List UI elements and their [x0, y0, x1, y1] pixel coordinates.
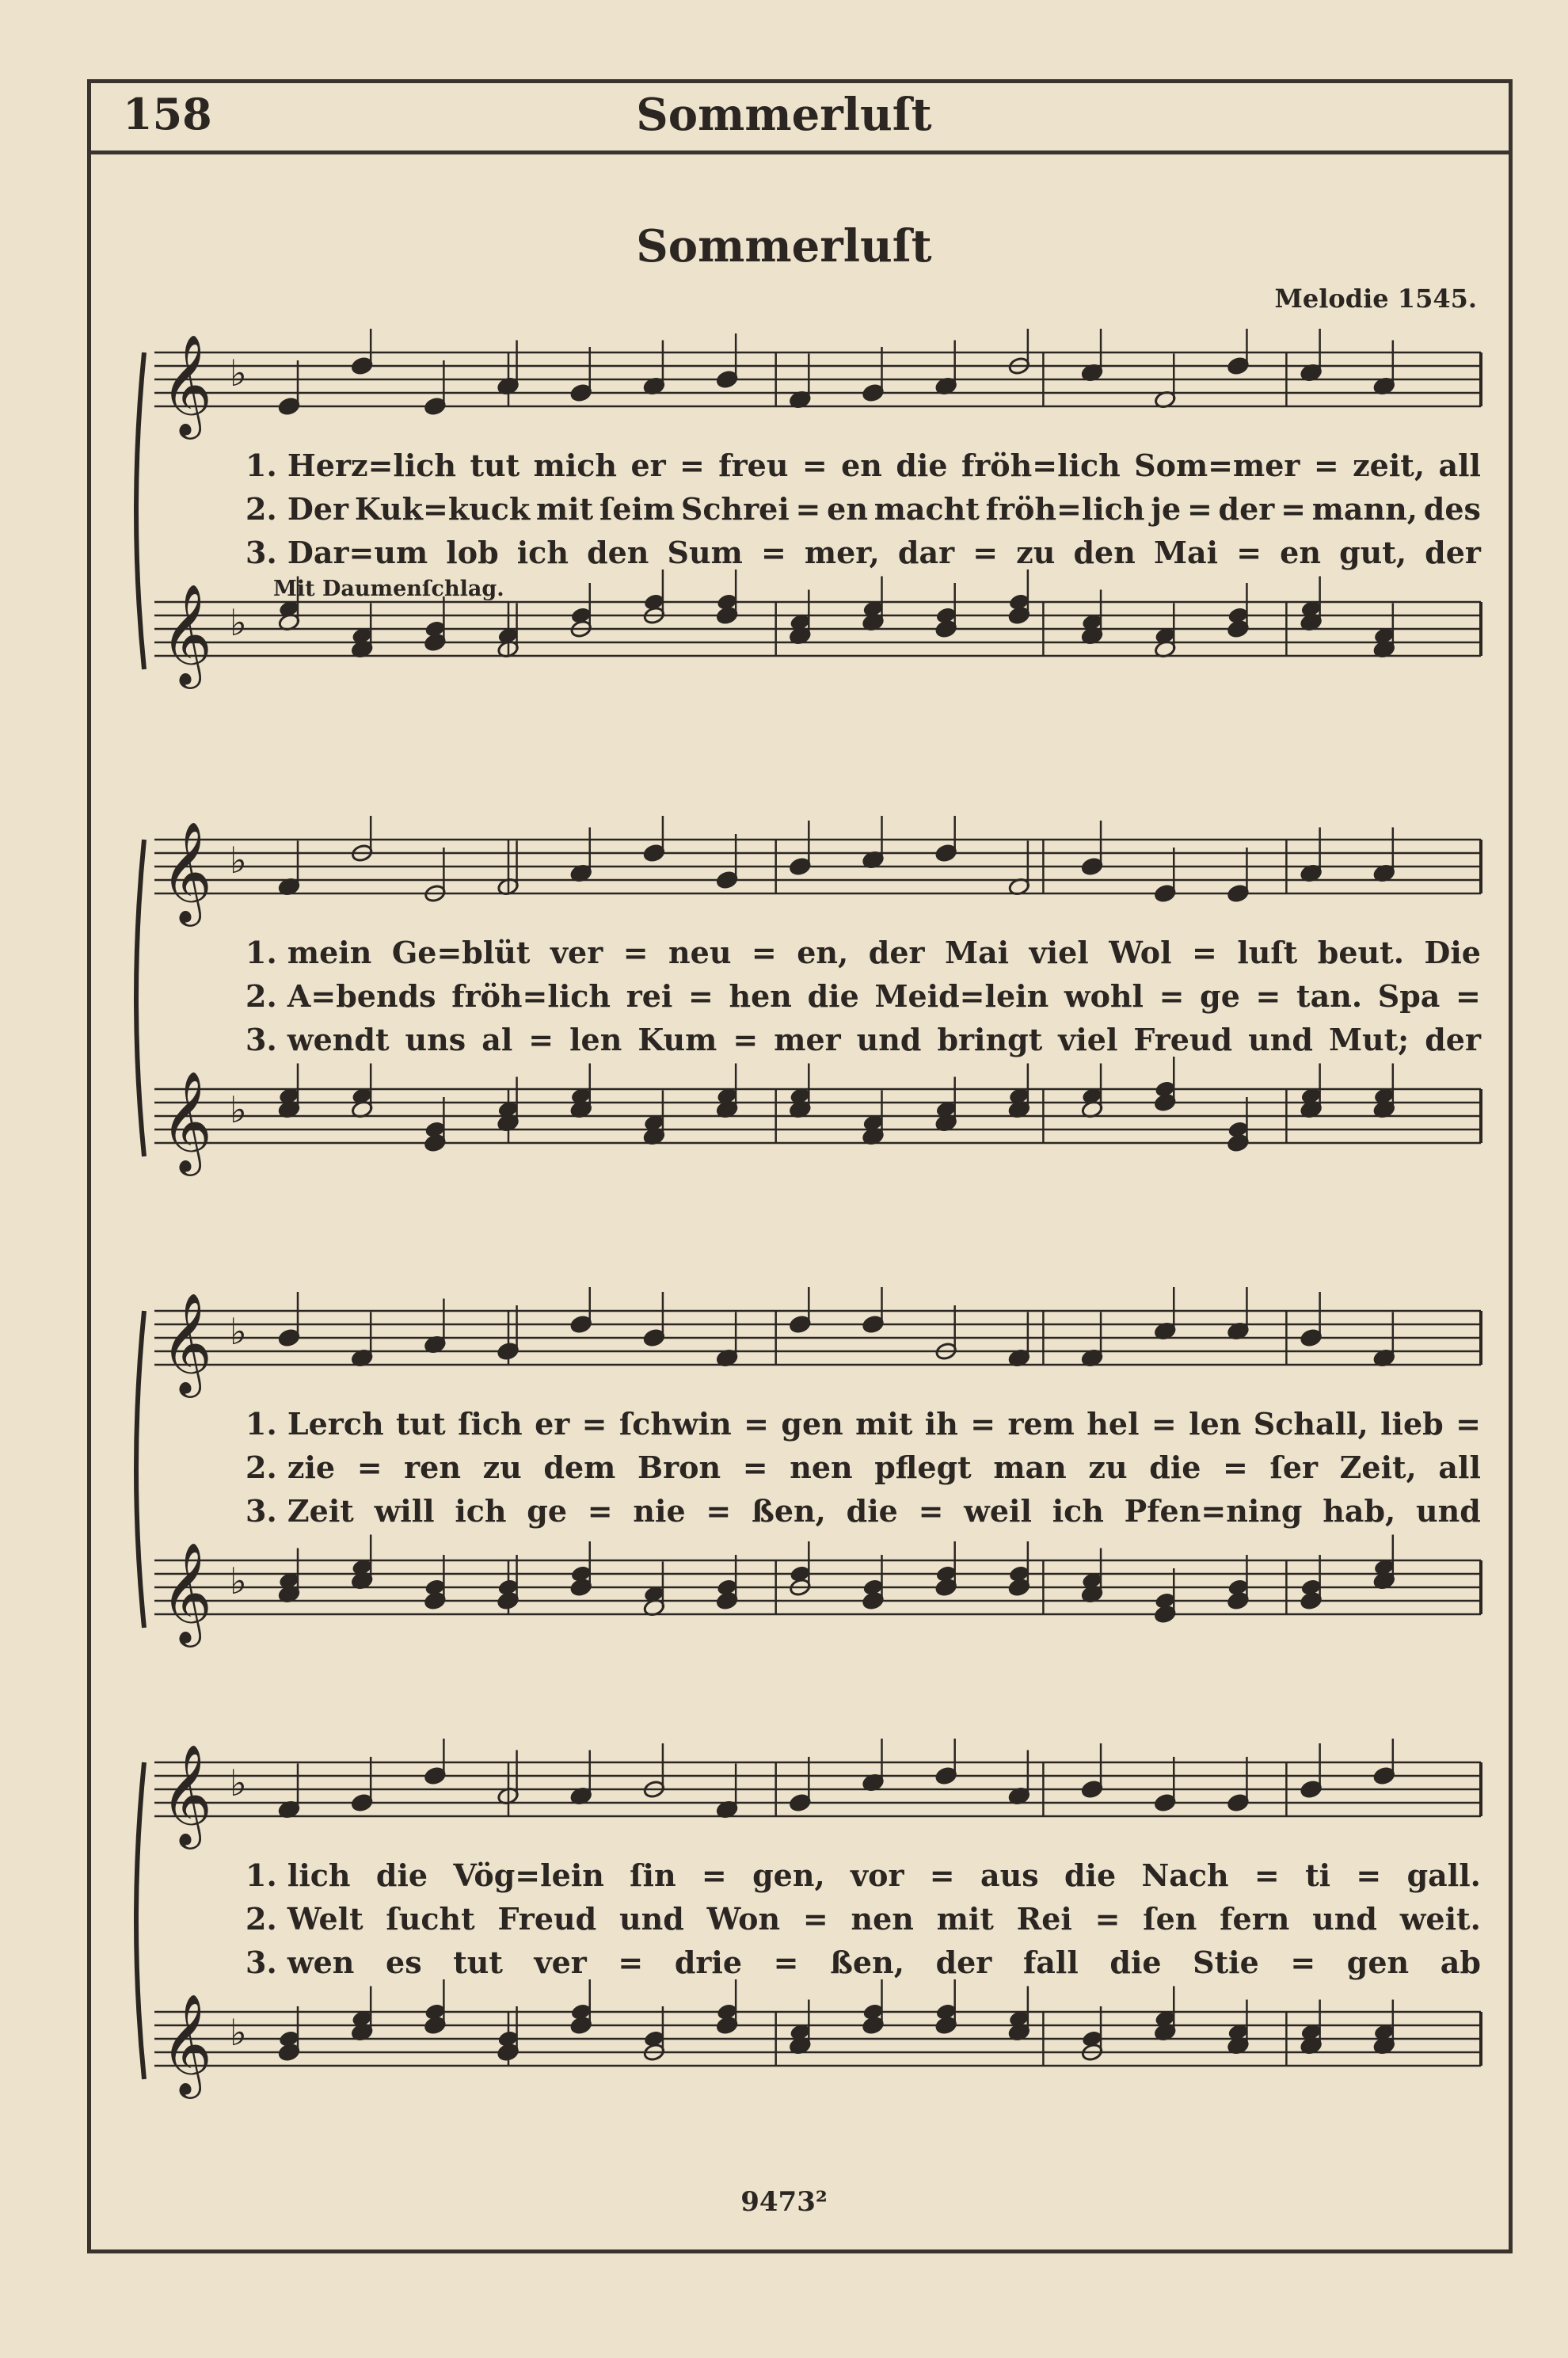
lyric-syllable: =: [1456, 978, 1481, 1014]
lyric-syllable: weil: [964, 1493, 1032, 1529]
lyric-syllable: 3. Zeit: [245, 1493, 354, 1529]
lyric-syllable: will: [374, 1493, 435, 1529]
lyric-syllable: =: [706, 1493, 732, 1529]
lyric-syllable: 2. A=bends: [245, 978, 436, 1014]
lyric-syllable: Schrei: [680, 491, 790, 527]
lyric-syllable: all: [1438, 1449, 1481, 1485]
lyric-line: [245, 535, 1481, 570]
system-brace: [136, 352, 144, 669]
lyric-syllable: bringt: [937, 1022, 1043, 1057]
lyric-syllable: en: [1280, 535, 1321, 570]
lyric-syllable: und: [856, 1022, 922, 1057]
lyric-syllable: zu: [1088, 1449, 1128, 1485]
lyric-syllable: mit: [536, 491, 594, 527]
lyric-syllable: gut,: [1339, 535, 1407, 570]
lyric-syllable: =: [742, 1449, 768, 1485]
lyric-syllable: Kuk=kuck: [354, 491, 531, 527]
lyric-syllable: ſeim: [599, 491, 676, 527]
lyric-syllable: mer,: [804, 535, 880, 570]
plate-number: 9473²: [740, 2186, 828, 2218]
lyric-syllable: dem: [543, 1449, 616, 1485]
melody-note: Melodie 1545.: [1274, 284, 1477, 314]
treble-clef-icon: 𝄞: [161, 1541, 213, 1643]
lyric-syllable: rem: [1007, 1406, 1075, 1442]
lyric-syllable: mer: [774, 1022, 841, 1057]
lyric-syllable: die: [1064, 1857, 1117, 1893]
lyric-syllable: Mut;: [1328, 1022, 1410, 1057]
running-title: Sommerluſt: [636, 89, 932, 141]
lyric-syllable: Mai: [1153, 535, 1219, 570]
treble-clef-icon: 𝄞: [161, 1292, 213, 1393]
lyric-syllable: Pfen=ning: [1124, 1493, 1303, 1529]
lyric-syllable: dar: [897, 535, 955, 570]
lyric-syllable: =: [528, 1022, 554, 1057]
lyric-line: [245, 1857, 1481, 1892]
lyric-syllable: gall.: [1406, 1857, 1481, 1893]
lyric-syllable: 2. Welt: [245, 1901, 363, 1937]
lyric-syllable: gen,: [752, 1857, 825, 1893]
lyric-syllable: der: [868, 935, 925, 970]
flat-sign-icon: ♭: [230, 839, 247, 882]
lyric-syllable: zu: [1016, 535, 1056, 570]
lyric-syllable: Freud: [497, 1901, 597, 1937]
lyric-syllable: =: [751, 935, 777, 970]
lyric-syllable: und: [1312, 1901, 1377, 1937]
lyric-line: [245, 978, 1481, 1013]
lyric-syllable: die: [846, 1493, 898, 1529]
lyric-syllable: hen: [729, 978, 792, 1014]
lyric-syllable: =: [1223, 1449, 1248, 1485]
lyric-syllable: =: [1236, 535, 1262, 570]
lyric-syllable: Spa: [1377, 978, 1441, 1014]
lyric-syllable: Vög=lein: [453, 1857, 604, 1893]
lyric-syllable: ſchwin: [618, 1406, 732, 1442]
lyric-syllable: Wol: [1109, 935, 1172, 970]
lyric-syllable: Sum: [667, 535, 743, 570]
lyric-syllable: =: [1290, 1945, 1316, 1980]
lyric-syllable: die: [375, 1857, 428, 1893]
lyric-syllable: mich: [533, 448, 618, 483]
lyric-syllable: en: [841, 448, 882, 483]
lyric-syllable: mann,: [1311, 491, 1418, 527]
lyric-syllable: die: [1149, 1449, 1201, 1485]
lyric-syllable: 1. Herz=lich: [245, 448, 457, 483]
lyric-syllable: tut: [453, 1945, 503, 1980]
lyric-syllable: und: [618, 1901, 684, 1937]
music-system: [127, 1739, 1489, 2166]
lyric-syllable: Die: [1424, 935, 1481, 970]
lyric-syllable: =: [801, 448, 828, 483]
lyric-syllable: lieb: [1380, 1406, 1444, 1442]
lyric-syllable: ſucht: [386, 1901, 475, 1937]
lyric-syllable: es: [386, 1945, 422, 1980]
lyric-syllable: 2. zie: [245, 1449, 336, 1485]
lyric-syllable: 1. mein: [245, 935, 372, 970]
lyric-syllable: all: [1438, 448, 1481, 483]
music-notation: [127, 329, 1489, 725]
lyric-syllable: ab: [1440, 1945, 1481, 1980]
lyric-syllable: en,: [797, 935, 849, 970]
lyric-syllable: =: [802, 1901, 828, 1937]
lyric-syllable: drie: [674, 1945, 743, 1980]
lyric-syllable: Kum: [637, 1022, 717, 1057]
lyric-syllable: weit.: [1399, 1901, 1481, 1937]
lyric-syllable: =: [795, 491, 821, 527]
lyric-line: [245, 1901, 1481, 1936]
lyric-syllable: ich: [516, 535, 569, 570]
lyric-syllable: je: [1151, 491, 1182, 527]
lyric-syllable: Ge=blüt: [391, 935, 531, 970]
lyric-syllable: ren: [404, 1449, 461, 1485]
lyric-syllable: Som=mer: [1134, 448, 1300, 483]
lyric-syllable: =: [1094, 1901, 1121, 1937]
treble-clef-icon: 𝄞: [161, 1070, 213, 1171]
lyric-syllable: =: [918, 1493, 944, 1529]
lyric-syllable: Nach: [1141, 1857, 1229, 1893]
lyric-syllable: =: [773, 1945, 799, 1980]
lyric-syllable: nie: [633, 1493, 686, 1529]
lyric-syllable: 3. wen: [245, 1945, 355, 1980]
treble-clef-icon: 𝄞: [161, 1993, 213, 2094]
lyric-syllable: =: [929, 1857, 955, 1893]
lyric-syllable: =: [760, 535, 786, 570]
lyric-syllable: Freud: [1133, 1022, 1233, 1057]
lyric-syllable: =: [1186, 491, 1212, 527]
lyric-syllable: =: [688, 978, 714, 1014]
lyric-syllable: der: [935, 1945, 992, 1980]
lyric-syllable: die: [896, 448, 948, 483]
lyric-syllable: =: [744, 1406, 770, 1442]
lyric-syllable: hel: [1087, 1406, 1140, 1442]
lyric-syllable: gen: [1346, 1945, 1410, 1980]
lyric-syllable: Rei: [1016, 1901, 1072, 1937]
lyric-syllable: =: [1255, 978, 1281, 1014]
lyric-syllable: den: [587, 535, 649, 570]
lyric-syllable: und: [1248, 1022, 1313, 1057]
lyric-syllable: fröh=lich: [451, 978, 611, 1014]
lyric-syllable: =: [679, 448, 705, 483]
music-system: [127, 1287, 1489, 1731]
lyric-syllable: rei: [626, 978, 673, 1014]
lyric-syllable: Meid=lein: [874, 978, 1049, 1014]
lyric-syllable: =: [701, 1857, 727, 1893]
lyric-syllable: mit: [855, 1406, 913, 1442]
treble-clef-icon: 𝄞: [161, 1743, 213, 1845]
lyric-syllable: len: [1189, 1406, 1242, 1442]
lyric-syllable: =: [622, 935, 649, 970]
lyric-syllable: den: [1073, 535, 1136, 570]
lyric-syllable: 3. wendt: [245, 1022, 390, 1057]
lyric-syllable: hab,: [1323, 1493, 1396, 1529]
lyric-syllable: =: [1313, 448, 1339, 483]
lyric-line: [245, 491, 1481, 526]
lyric-syllable: tut: [395, 1406, 446, 1442]
treble-clef-icon: 𝄞: [161, 583, 213, 684]
lyric-syllable: der: [1425, 1022, 1481, 1057]
lyric-syllable: vor: [851, 1857, 904, 1893]
lyric-syllable: =: [1151, 1406, 1177, 1442]
music-system: [127, 816, 1489, 1259]
lyric-syllable: gen: [781, 1406, 843, 1442]
lyric-syllable: =: [356, 1449, 382, 1485]
system-brace: [136, 840, 144, 1156]
lyric-syllable: die: [807, 978, 859, 1014]
lyric-syllable: =: [1281, 491, 1306, 527]
lyric-syllable: ih: [924, 1406, 958, 1442]
lyric-line: [245, 1406, 1481, 1441]
lyric-line: [245, 1022, 1481, 1057]
lyric-syllable: al: [481, 1022, 513, 1057]
lyric-syllable: =: [733, 1022, 759, 1057]
lyric-syllable: neu: [668, 935, 732, 970]
lyric-line: [245, 935, 1481, 969]
performance-note: Mit Daumenſchlag.: [273, 577, 504, 601]
lyric-syllable: fröh=lich: [961, 448, 1121, 483]
lyric-syllable: der: [1425, 535, 1481, 570]
lyric-syllable: =: [618, 1945, 644, 1980]
lyric-syllable: ti: [1305, 1857, 1331, 1893]
lyric-syllable: ſen: [1143, 1901, 1197, 1937]
lyric-line: [245, 1945, 1481, 1979]
lyric-syllable: ich: [455, 1493, 507, 1529]
flat-sign-icon: ♭: [230, 601, 247, 644]
lyric-line: [245, 1493, 1481, 1528]
lyric-syllable: len: [569, 1022, 622, 1057]
lyric-syllable: ſin: [630, 1857, 676, 1893]
lyric-syllable: ge: [1200, 978, 1240, 1014]
lyric-syllable: =: [970, 1406, 996, 1442]
lyric-syllable: nen: [790, 1449, 853, 1485]
lyric-syllable: aus: [980, 1857, 1039, 1893]
lyric-syllable: freu: [718, 448, 789, 483]
lyric-syllable: Schall,: [1253, 1406, 1368, 1442]
lyric-syllable: beut.: [1317, 935, 1404, 970]
lyric-syllable: tut: [470, 448, 520, 483]
lyric-syllable: 2. Der: [245, 491, 349, 527]
lyric-syllable: 1. Lerch: [245, 1406, 384, 1442]
lyric-syllable: =: [1356, 1857, 1382, 1893]
lyric-syllable: ich: [1052, 1493, 1104, 1529]
flat-sign-icon: ♭: [230, 1560, 247, 1602]
lyric-syllable: ſich: [458, 1406, 523, 1442]
lyric-syllable: =: [1254, 1857, 1280, 1893]
lyric-syllable: Bron: [637, 1449, 721, 1485]
lyric-syllable: =: [1192, 935, 1217, 970]
lyric-line: [245, 448, 1481, 482]
lyric-syllable: man: [993, 1449, 1067, 1485]
flat-sign-icon: ♭: [230, 1762, 247, 1804]
lyric-syllable: macht: [873, 491, 980, 527]
lyric-syllable: =: [581, 1406, 607, 1442]
lyric-syllable: =: [1159, 978, 1185, 1014]
lyric-syllable: ßen,: [830, 1945, 904, 1980]
lyric-syllable: zeit,: [1353, 448, 1425, 483]
lyric-syllable: lob: [446, 535, 499, 570]
page-number: 158: [123, 89, 212, 139]
lyric-syllable: fröh=lich: [985, 491, 1145, 527]
lyric-syllable: 3. Dar=um: [245, 535, 428, 570]
lyric-syllable: =: [1456, 1406, 1481, 1442]
lyric-syllable: ver: [550, 935, 603, 970]
song-title: Sommerluſt: [636, 220, 932, 272]
lyric-syllable: =: [587, 1493, 613, 1529]
treble-clef-icon: 𝄞: [161, 333, 213, 435]
lyric-line: [245, 1449, 1481, 1484]
lyric-syllable: des: [1423, 491, 1481, 527]
lyric-syllable: 1. lich: [245, 1857, 351, 1893]
lyric-syllable: fern: [1220, 1901, 1290, 1937]
music-system: [127, 329, 1489, 725]
lyric-syllable: und: [1416, 1493, 1481, 1529]
lyric-syllable: fall: [1022, 1945, 1079, 1980]
flat-sign-icon: ♭: [230, 1310, 247, 1353]
lyric-syllable: luſt: [1237, 935, 1298, 970]
lyric-syllable: ver: [534, 1945, 587, 1980]
lyric-syllable: Mai: [945, 935, 1010, 970]
lyric-syllable: Stie: [1193, 1945, 1259, 1980]
lyric-syllable: er: [535, 1406, 570, 1442]
system-brace: [136, 1762, 144, 2079]
lyric-syllable: mit: [936, 1901, 994, 1937]
lyric-syllable: en: [827, 491, 868, 527]
lyric-syllable: pflegt: [874, 1449, 972, 1485]
lyric-syllable: zu: [482, 1449, 522, 1485]
flat-sign-icon: ♭: [230, 352, 247, 394]
lyric-syllable: er: [630, 448, 666, 483]
lyric-syllable: wohl: [1064, 978, 1144, 1014]
lyric-syllable: ßen,: [751, 1493, 826, 1529]
lyric-syllable: ſer: [1269, 1449, 1319, 1485]
lyric-syllable: viel: [1058, 1022, 1118, 1057]
lyric-syllable: =: [972, 535, 999, 570]
lyric-syllable: viel: [1029, 935, 1089, 970]
lyric-syllable: Won: [706, 1901, 781, 1937]
lyric-syllable: uns: [405, 1022, 466, 1057]
lyric-syllable: tan.: [1296, 978, 1363, 1014]
lyric-syllable: der: [1218, 491, 1275, 527]
lyric-syllable: die: [1109, 1945, 1162, 1980]
flat-sign-icon: ♭: [230, 2011, 247, 2054]
lyric-syllable: Zeit,: [1339, 1449, 1417, 1485]
lyric-syllable: nen: [851, 1901, 914, 1937]
flat-sign-icon: ♭: [230, 1088, 247, 1131]
system-brace: [136, 1311, 144, 1628]
lyric-syllable: ge: [527, 1493, 568, 1529]
treble-clef-icon: 𝄞: [161, 821, 213, 922]
